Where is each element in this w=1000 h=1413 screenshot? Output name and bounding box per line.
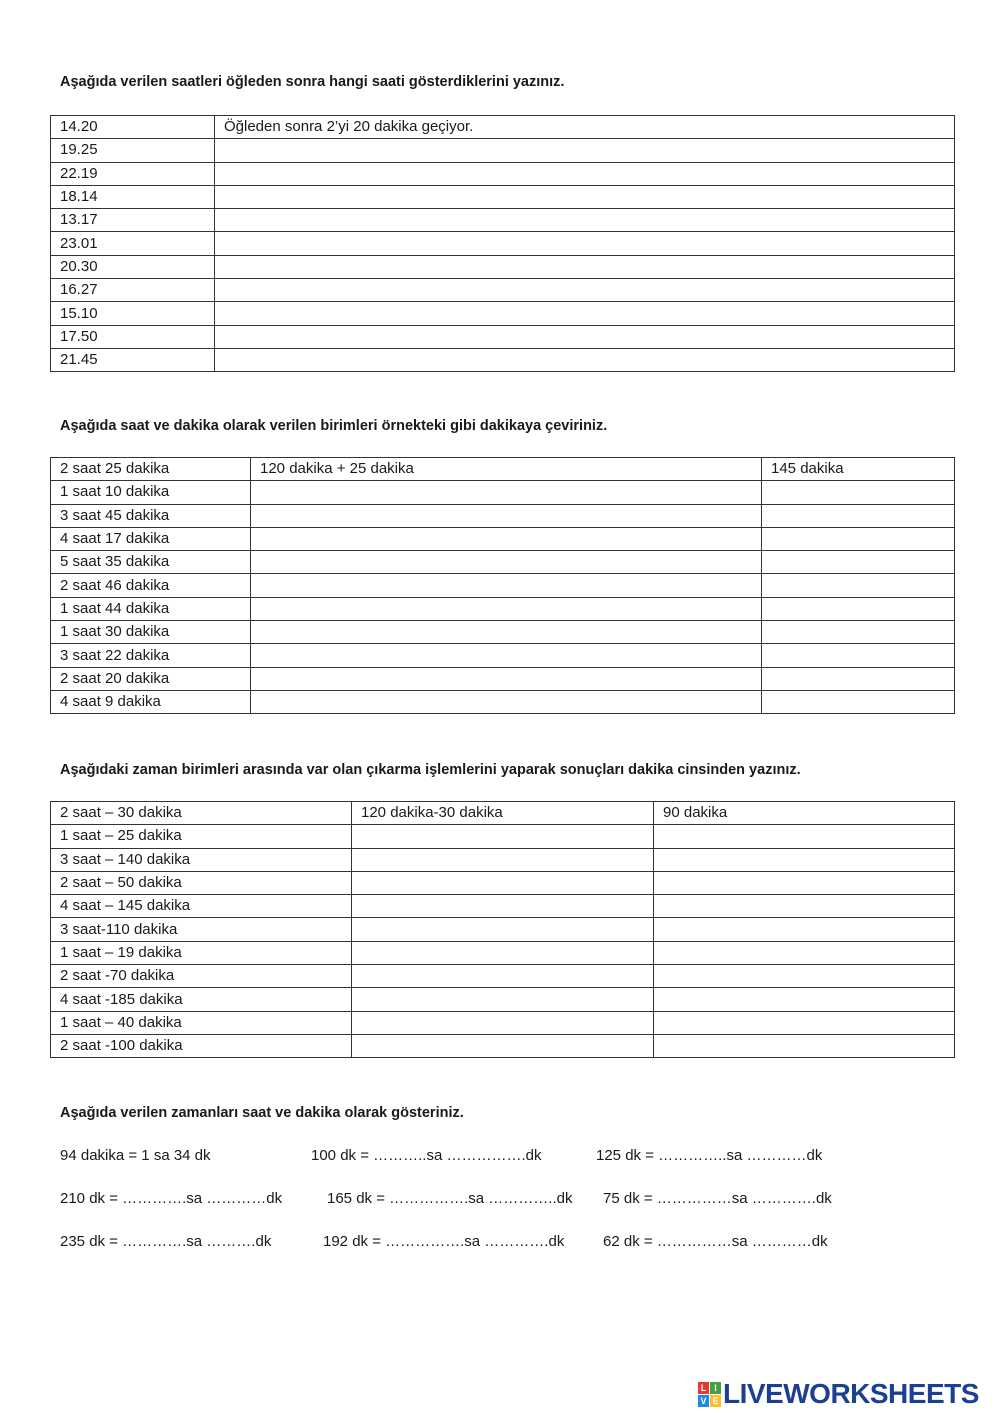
duration-cell: 1 saat 10 dakika (51, 481, 251, 504)
time-cell: 20.30 (51, 255, 215, 278)
subtraction-cell: 4 saat -185 dakika (51, 988, 352, 1011)
table-row (51, 348, 955, 371)
table-row (51, 825, 955, 848)
liveworksheets-logo[interactable] (698, 1378, 994, 1410)
result-cell[interactable]: 90 dakika (654, 802, 955, 825)
table-row (51, 871, 955, 894)
section2-table (50, 457, 955, 714)
table-row (51, 209, 955, 232)
conversion-item: 210 dk = ………….sa …………dk (60, 1190, 283, 1207)
conversion-item: 100 dk = ………..sa …………….dk (311, 1147, 542, 1164)
work-cell[interactable] (352, 1034, 654, 1057)
table-row (51, 255, 955, 278)
conversion-item: 192 dk = …………….sa ………….dk (323, 1233, 565, 1250)
time-cell: 21.45 (51, 348, 215, 371)
table-row (51, 1011, 955, 1034)
result-cell[interactable] (654, 848, 955, 871)
time-cell: 23.01 (51, 232, 215, 255)
duration-cell: 1 saat 30 dakika (51, 621, 251, 644)
answer-cell[interactable] (215, 162, 955, 185)
work-cell[interactable] (352, 941, 654, 964)
subtraction-cell: 1 saat – 25 dakika (51, 825, 352, 848)
subtraction-cell: 1 saat – 40 dakika (51, 1011, 352, 1034)
work-cell[interactable] (251, 504, 762, 527)
section3-heading: Aşağıdaki zaman birimleri arasında var olan çıkarma işlemlerini yaparak sonuçları dakika cinsinden yazınız. (60, 762, 801, 778)
conversion-item: 165 dk = …………….sa …………..dk (327, 1190, 573, 1207)
work-cell[interactable] (352, 988, 654, 1011)
table-row (51, 162, 955, 185)
logo-tile: E (710, 1395, 721, 1407)
answer-cell[interactable] (215, 139, 955, 162)
work-cell[interactable] (352, 871, 654, 894)
table-row (51, 941, 955, 964)
subtraction-cell: 2 saat – 50 dakika (51, 871, 352, 894)
conversion-example: 94 dakika = 1 sa 34 dk (60, 1147, 211, 1164)
conversion-item: 235 dk = ………….sa ……….dk (60, 1233, 272, 1250)
table-row (51, 279, 955, 302)
work-cell[interactable] (352, 895, 654, 918)
result-cell[interactable] (762, 504, 955, 527)
table-row (51, 918, 955, 941)
table-row (51, 848, 955, 871)
work-cell[interactable] (251, 551, 762, 574)
answer-cell[interactable] (215, 302, 955, 325)
result-cell[interactable] (762, 690, 955, 713)
result-cell[interactable] (762, 667, 955, 690)
work-cell[interactable] (251, 690, 762, 713)
result-cell[interactable] (654, 1034, 955, 1057)
duration-cell: 4 saat 9 dakika (51, 690, 251, 713)
table-row (51, 185, 955, 208)
duration-cell: 1 saat 44 dakika (51, 597, 251, 620)
work-cell[interactable] (251, 527, 762, 550)
subtraction-cell: 1 saat – 19 dakika (51, 941, 352, 964)
result-cell[interactable] (762, 551, 955, 574)
answer-cell[interactable] (215, 209, 955, 232)
duration-cell: 2 saat 25 dakika (51, 458, 251, 481)
duration-cell: 3 saat 45 dakika (51, 504, 251, 527)
time-cell: 16.27 (51, 279, 215, 302)
time-cell: 13.17 (51, 209, 215, 232)
time-cell: 19.25 (51, 139, 215, 162)
answer-cell[interactable] (215, 255, 955, 278)
logo-wordmark: LIVEWORKSHEETS (723, 1378, 979, 1409)
time-cell: 15.10 (51, 302, 215, 325)
work-cell[interactable]: 120 dakika + 25 dakika (251, 458, 762, 481)
work-cell[interactable] (352, 825, 654, 848)
section1-heading: Aşağıda verilen saatleri öğleden sonra hangi saati gösterdiklerini yazınız. (60, 74, 565, 90)
time-cell: 22.19 (51, 162, 215, 185)
time-cell: 18.14 (51, 185, 215, 208)
work-cell[interactable] (352, 918, 654, 941)
result-cell[interactable] (762, 481, 955, 504)
result-cell[interactable] (762, 621, 955, 644)
work-cell[interactable] (352, 848, 654, 871)
work-cell[interactable] (251, 644, 762, 667)
subtraction-cell: 2 saat -100 dakika (51, 1034, 352, 1057)
time-cell: 17.50 (51, 325, 215, 348)
work-cell[interactable] (251, 481, 762, 504)
work-cell[interactable] (251, 597, 762, 620)
table-row (51, 621, 955, 644)
conversion-item: 75 dk = ……………sa ………….dk (603, 1190, 832, 1207)
table-row (51, 527, 955, 550)
table-row (51, 895, 955, 918)
duration-cell: 2 saat 46 dakika (51, 574, 251, 597)
result-cell[interactable] (654, 941, 955, 964)
answer-cell[interactable] (215, 325, 955, 348)
table-row (51, 667, 955, 690)
result-cell[interactable] (654, 895, 955, 918)
table-row (51, 139, 955, 162)
table-row (51, 988, 955, 1011)
table-row (51, 325, 955, 348)
table-row (51, 574, 955, 597)
subtraction-cell: 3 saat-110 dakika (51, 918, 352, 941)
subtraction-cell: 4 saat – 145 dakika (51, 895, 352, 918)
logo-tile: L (698, 1382, 709, 1394)
time-cell: 14.20 (51, 116, 215, 139)
result-cell[interactable] (762, 527, 955, 550)
result-cell[interactable] (654, 825, 955, 848)
subtraction-cell: 2 saat – 30 dakika (51, 802, 352, 825)
work-cell[interactable]: 120 dakika-30 dakika (352, 802, 654, 825)
section2-heading: Aşağıda saat ve dakika olarak verilen birimleri örnekteki gibi dakikaya çeviriniz. (60, 418, 608, 434)
result-cell[interactable] (654, 871, 955, 894)
work-cell[interactable] (251, 621, 762, 644)
table-row (51, 644, 955, 667)
result-cell[interactable] (654, 965, 955, 988)
answer-cell[interactable] (215, 348, 955, 371)
result-cell[interactable] (654, 988, 955, 1011)
work-cell[interactable] (352, 965, 654, 988)
answer-cell[interactable] (215, 185, 955, 208)
work-cell[interactable] (251, 667, 762, 690)
table-row (51, 802, 955, 825)
result-cell[interactable]: 145 dakika (762, 458, 955, 481)
table-row (51, 504, 955, 527)
table-row (51, 232, 955, 255)
logo-tile: I (710, 1382, 721, 1394)
result-cell[interactable] (654, 1011, 955, 1034)
answer-cell[interactable] (215, 232, 955, 255)
result-cell[interactable] (762, 574, 955, 597)
conversion-item: 125 dk = …………..sa …………dk (596, 1147, 823, 1164)
table-row (51, 551, 955, 574)
table-row (51, 116, 955, 139)
section1-table (50, 115, 955, 372)
result-cell[interactable] (654, 918, 955, 941)
conversion-item: 62 dk = ……………sa …………dk (603, 1233, 828, 1250)
table-row (51, 458, 955, 481)
table-row (51, 690, 955, 713)
section4-heading: Aşağıda verilen zamanları saat ve dakika olarak gösteriniz. (60, 1105, 464, 1121)
table-row (51, 597, 955, 620)
duration-cell: 3 saat 22 dakika (51, 644, 251, 667)
duration-cell: 5 saat 35 dakika (51, 551, 251, 574)
result-cell[interactable] (762, 597, 955, 620)
table-row (51, 481, 955, 504)
work-cell[interactable] (352, 1011, 654, 1034)
result-cell[interactable] (762, 644, 955, 667)
duration-cell: 4 saat 17 dakika (51, 527, 251, 550)
duration-cell: 2 saat 20 dakika (51, 667, 251, 690)
logo-tiles-icon (698, 1382, 720, 1406)
work-cell[interactable] (251, 574, 762, 597)
table-row (51, 1034, 955, 1057)
logo-tile: V (698, 1395, 709, 1407)
table-row (51, 965, 955, 988)
subtraction-cell: 3 saat – 140 dakika (51, 848, 352, 871)
answer-cell[interactable] (215, 279, 955, 302)
section3-table (50, 801, 955, 1058)
subtraction-cell: 2 saat -70 dakika (51, 965, 352, 988)
table-row (51, 302, 955, 325)
answer-cell[interactable]: Öğleden sonra 2’yi 20 dakika geçiyor. (215, 116, 955, 139)
